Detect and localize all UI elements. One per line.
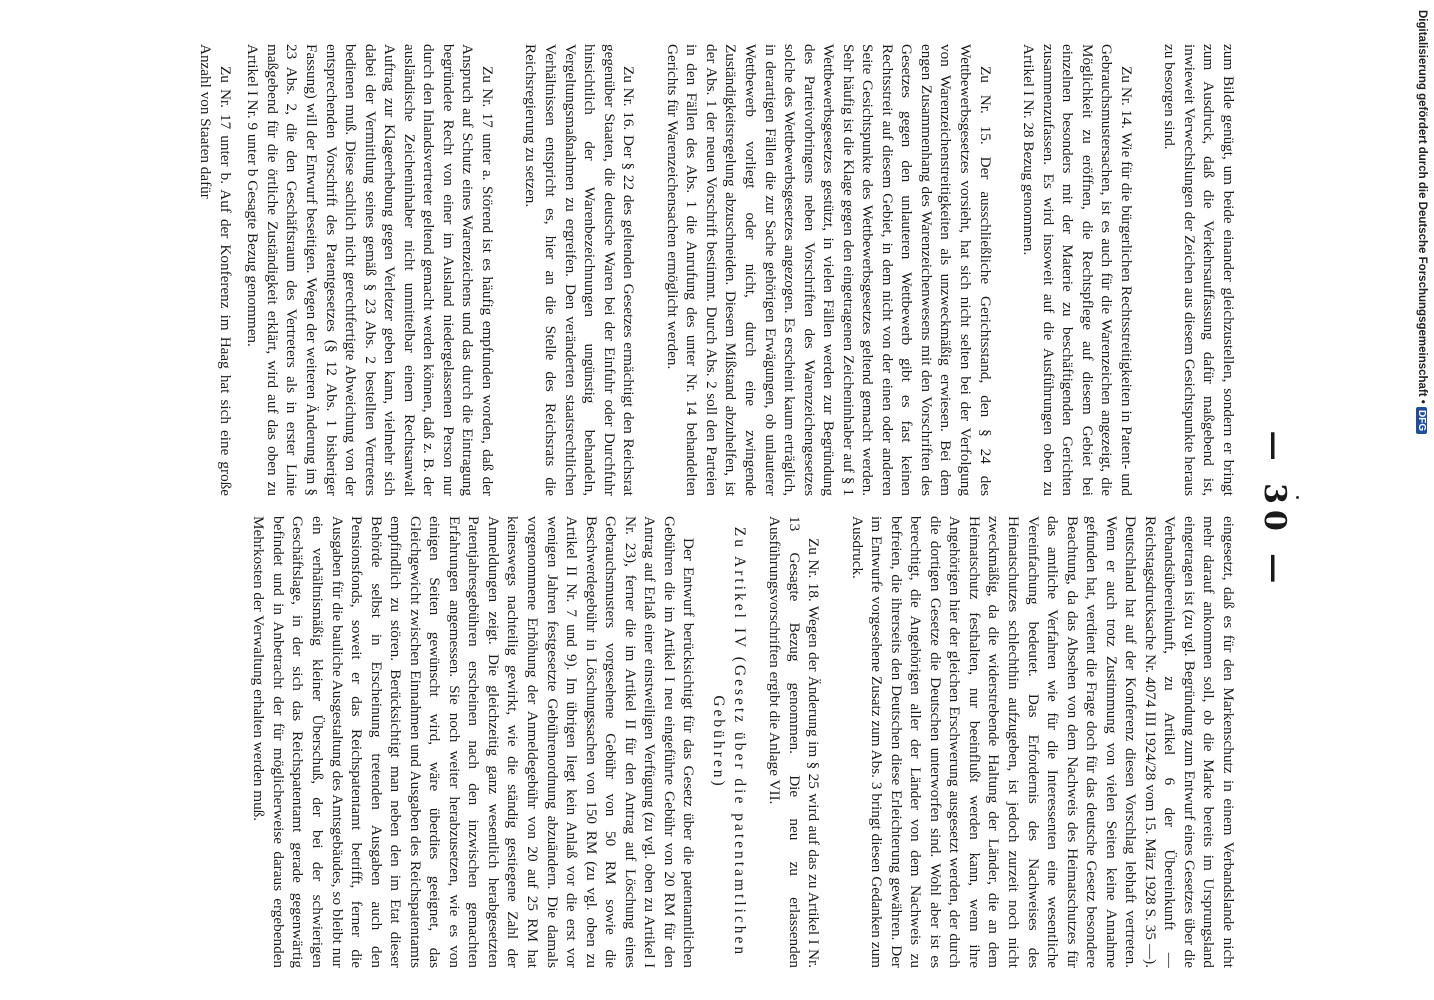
section-heading-line: Zu Artikel IV (Gesetz über die patentamtlichen [731,526,749,958]
right-column [241,516,1238,968]
document-page [10,30,1300,990]
paragraph: Zu Nr. 18. Wegen der Änderung im § 25 wird auf das zu Artikel I Nr. 13 Gesagte Bezug genommen. Die neu zu erlassenden Ausführungsvorschriften ergibt die Anlage VII. [765,516,823,968]
paragraph: Zu Nr. 17 unter a. Störend ist es häufig empfunden worden, daß der Anspruch auf Schutz eines Warenzeichens und das durch die Eintragung begründete Recht von einer im Ausland niedergelassenen Person nur durch den Inlandsvertreter geltend gemacht werden können, daß z. B. der ausländische Zeicheninhaber nicht unmittelbar einem Rechtsanwalt Auftrag zur Klageerhebung gegen Verletzer geben kann, vielmehr sich dabei der Vermittlung seines gemäß § 23 Abs. 2 bestellten Vertreters bedienen muß. Diese sachlich nicht gerechtfertigte Abweichung von der entsprechenden Vorschrift des Patentgesetzes (§ 12 Abs. 1 bisheriger Fassung) will der Entwurf beseitigen. Wegen der weiteren Änderung im § 23 Abs. 2, die den Geschäftsraum des Vertreters als in erster Linie maßgebend für die örtliche Zuständigkeit erklärt, wird auf das oben zu Artikel I Nr. 9 unter b Gesagte Bezug genommen. [244,44,496,496]
paragraph: Zu Nr. 14. Wie für die bürgerlichen Rechtsstreitigkeiten in Patent- und Gebrauchsmustersachen, ist es auch für die Warenzeichen angezeigt, die Möglichkeit zu eröffnen, die Rechtspflege auf diesem Gebiet bei einzelnen besonders mit der Materie zu beschäftigenden Gerichten zusammenzufassen. Es wird insoweit auf die Ausführungen oben zu Artikel I Nr. 28 Bezug genommen. [1020,44,1135,496]
digitization-credit: Digitalisierung gefördert durch die Deutsche Forschungsgemeinschaft • DFG [1416,10,1428,438]
paragraph: Zu Nr. 16. Der § 22 des geltenden Gesetzes ermächtigt den Reichsrat gegenüber Staaten, die deutsche Waren bei der Einfuhr oder Durchfuhr hinsichtlich der Warenbezeichnungen ungünstig behandeln, Vergeltungsmaßnahmen zu ergreifen. Den veränderten staatsrechtlichen Verhältnissen entspricht es, hier an die Stelle des Reichsrats die Reichsregierung zu setzen. [522,44,638,496]
dfg-logo-icon: DFG [1416,407,1427,434]
section-heading-line: Gebühren) [710,695,728,789]
credit-text: Digitalisierung gefördert durch die Deutsche Forschungsgemeinschaft [1416,10,1428,397]
left-column [188,44,1238,496]
paragraph: zum Bilde genügt, um beide einander gleichzustellen, sondern er bringt zum Ausdruck, daß die Verkehrsauffassung dafür maßgebend ist, inwieweit Verwechslungen der Zeichen aus diesem Gesichtspunkte heraus zu besorgen sind. [1161,44,1237,496]
section-heading [708,516,750,968]
paragraph: Der Entwurf berücksichtigt für das Gesetz über die patentamtlichen Gebühren die im Artikel I neu eingeführte Gebühr von 20 RM für den Antrag auf Erlaß einer einstweiligen Verfügung (zu vgl. oben zu Artikel I Nr. 23), ferner die im Artikel II für den Antrag auf Löschung eines Gebrauchsmusters vorgesehene Gebühr von 50 RM sowie die Beschwerdegebühr in Löschungssachen von 150 RM (zu vgl. oben zu Artikel II Nr. 7 und 9). Im übrigen liegt kein Anlaß vor die erst vor wenigen Jahren festgesetzte Gebührenordnung abzuändern. Die damals vorgenommene Erhöhung der Anmeldegebühr von 20 auf 25 RM hat keineswegs nachteilig gewirkt, wie die ständig gestiegene Zahl der Anmeldungen zeigt. Die gleichzeitig ganz wesentlich herabgesetzten Patentjahresgebühren erscheinen nach den inzwischen gemachten Erfahrungen angemessen. Sie noch weiter herabzusetzen, wie es von einigen Seiten gewünscht wird, wäre überdies geeignet, das Gleichgewicht zwischen Einnahmen und Ausgaben des Reichspatentamts empfindlich zu stören. Berücksichtigt man neben den im Etat dieser Behörde selbst in Erscheinung tretenden Ausgaben auch den Pensionsfonds, soweit er das Reichspatentamt betrifft, ferner die Ausgaben für die bauliche Ausgestaltung des Amtsgebäudes, so bleibt nur ein verhältnismäßig kleiner Überschuß, der bei der schwierigen Geschäftslage, in der sich das Reichspatentamt gerade gegenwärtig befindet und in Anbetracht der für möglicherweise daraus ergebenden Mehrkosten der Verwaltung erhalten werden muß. [250,516,698,968]
speck [1296,496,1299,499]
paragraph: Zu Nr. 15. Der ausschließliche Gerichtsstand, den § 24 des Wettbewerbsgesetzes vorsieht, hat sich nicht selten bei der Verfolgung von Warenzeichenstreitigkeiten als unzweckmäßig erwiesen. Bei dem engen Zusammenhang des Warenzeichenwesens mit den Vorschriften des Gesetzes gegen den unlauteren Wettbewerb gibt es fast keinen Rechtsstreit auf diesem Gebiet, in dem nicht von der einen oder anderen Seite Gesichtspunkte des Wettbewerbsgesetzes geltend gemacht werden. Sehr häufig ist die Klage gegen den eingetragenen Zeicheninhaber auf § 1 Wettbewerbsgesetzes gestützt, in vielen Fällen werden zur Begründung des Parteivorbringens neben Vorschriften des Warenzeichengesetzes solche des Wettbewerbsgesetzes angezogen. Es erscheint kaum erträglich, in derartigen Fällen die zur Sache gehörigen Erwägungen, ob unlauterer Wettbewerb vorliegt oder nicht, durch eine zwingende Zuständigkeitsregelung abzuschneiden. Diesem Mißstand abzuhelfen, ist der Abs. 1 der neuen Vorschrift bestimmt. Durch Abs. 2 soll den Parteien in den Fällen des Abs. 1 die Anrufung des unter Nr. 14 behandelten Gerichts für Warenzeichensachen ermöglicht werden. [663,44,994,496]
page-number: — 30 — [1257,430,1292,590]
paragraph: eingesetzt, daß es für den Markenschutz in einem Verbandslande nicht mehr darauf ankommen soll, ob die Marke bereits im Ursprungsland eingetragen ist (zu vgl. Begründung zum Entwurf eines Gesetzes über die Verbandsübereinkunft, zu Artikel 6 der Übereinkunft — Reichstagsdrucksache Nr. 4074 III 1924/28 vom 15. März 1928 S. 35 —). Deutschland hat auf der Konferenz diesen Vorschlag lebhaft vertreten. Wenn er auch trotz Zustimmung von vielen Seiten keine Annahme gefunden hat, verdient die Frage doch für das deutsche Gesetz besondere Beachtung, da das Absehen von dem Nachweis des Heimatschutzes für das amtliche Verfahren wie für die Interessenten eine wesentliche Vereinfachung bedeutet. Das Erfordernis des Nachweises des Heimatschutzes schlechthin aufzugeben, ist jedoch zurzeit noch nicht zweckmäßig, da die widerstrebende Haltung der Länder, die an dem Heimatschutz festhalten, nur beeinflußt werden kann, wenn ihre Angehörigen hier der gleichen Erschwerung ausgesetzt werden, der durch die dortigen Gesetze die Deutschen unterworfen sind. Wohl aber ist es berechtigt, die Angehörigen aller der Länder von dem Nachweis zu befreien, die ihrerseits den Deutschen diese Erleichterung gewähren. Der im Entwurfe vorgesehene Zusatz zum Abs. 3 bringt diesen Gedanken zum Ausdruck. [848,516,1237,968]
paragraph: Zu Nr. 17 unter b. Auf der Konferenz im Haag hat sich eine große Anzahl von Staaten dafür [197,44,234,496]
